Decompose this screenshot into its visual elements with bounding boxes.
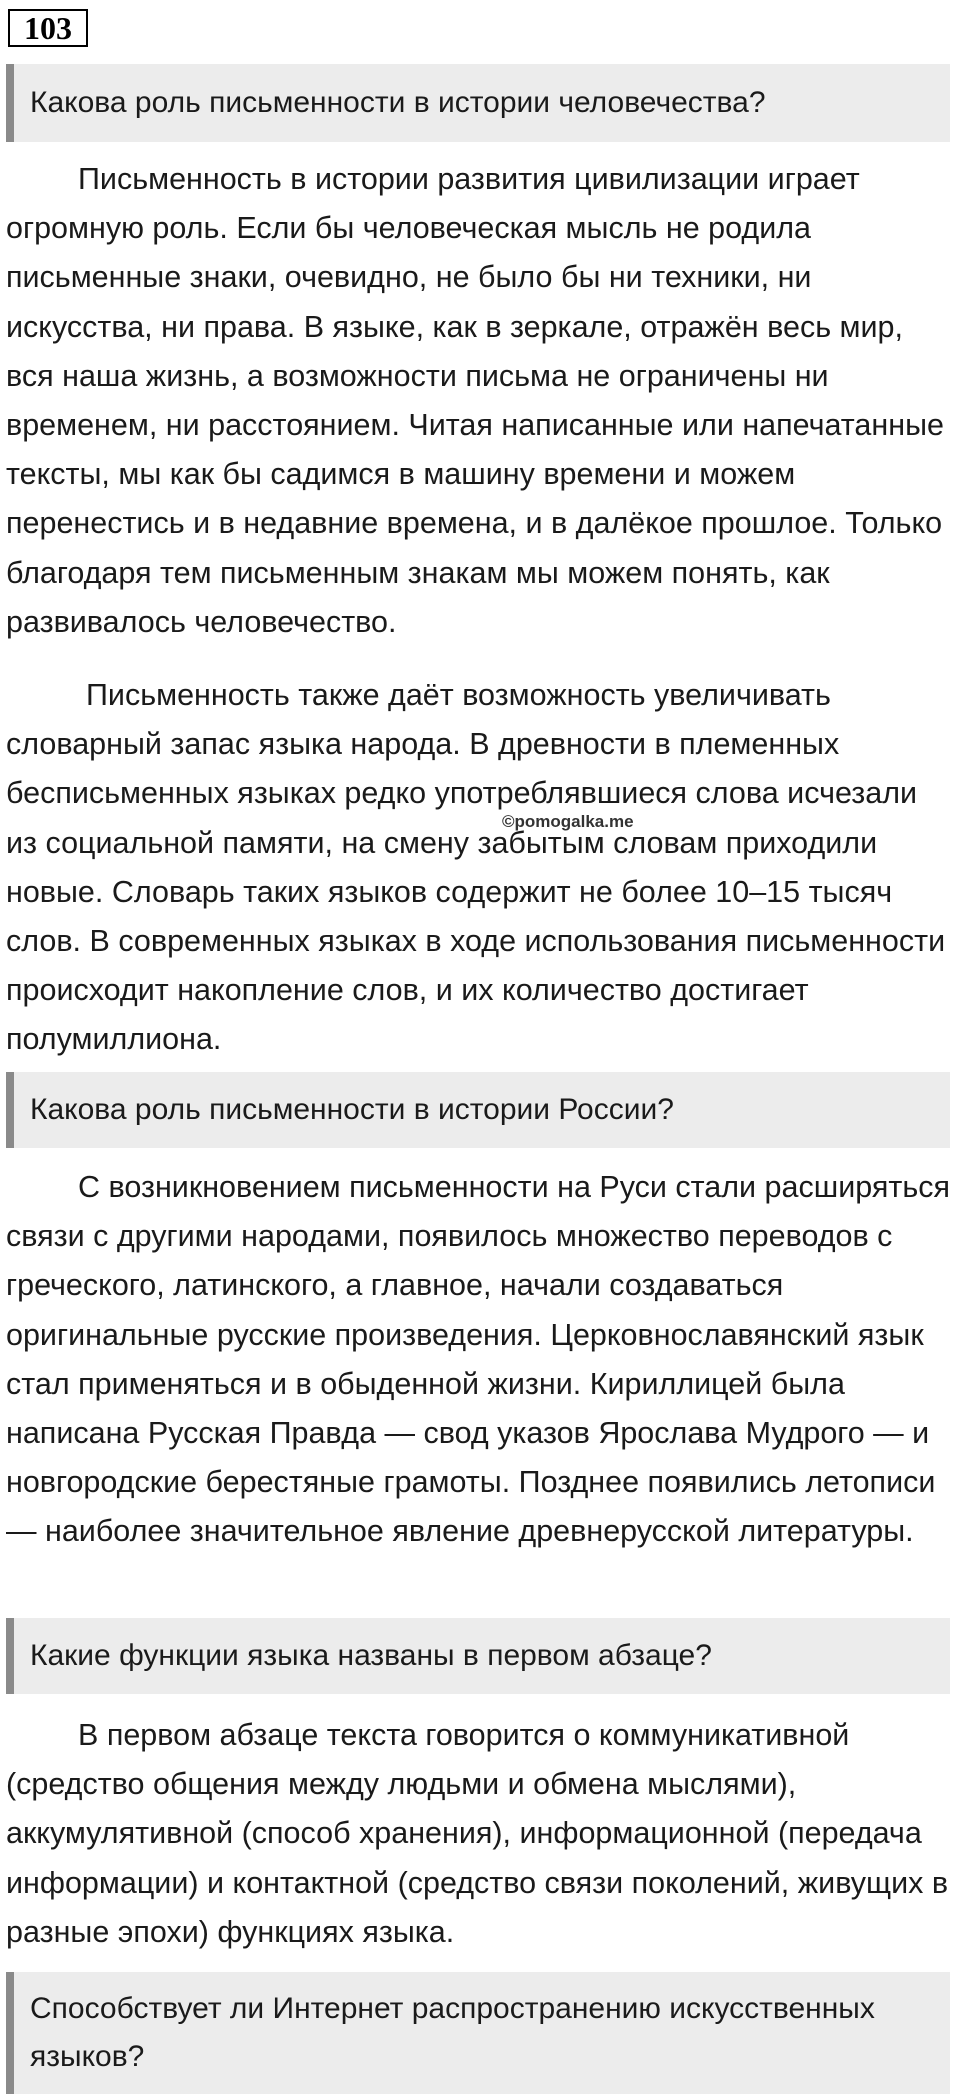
answer-2-paragraph-1: С возникновением письменности на Руси стали расширяться связи с другими народами, появилось множество переводов с греческого, латинского, а главное, начали создаваться оригинальные русские произведения. Церковнославянский язык стал применяться и в обыденной жизни. Кириллицей была написана Русская Правда — свод указов Ярослава Мудрого — и новгородские берестяные грамоты. Позднее появились летописи — наиболее значительное явление древнерусской литературы. bbox=[6, 1170, 950, 1549]
question-4: Способствует ли Интернет распространению искусственных языков? bbox=[6, 1972, 950, 2094]
answer-1-paragraph-1: Письменность в истории развития цивилизации играет огромную роль. Если бы человеческая мысль не родила письменные знаки, очевидно, не было бы ни техники, ни искусства, ни права. В языке, как в зеркале, отражён весь мир, вся наша жизнь, а возможности письма не ограничены ни временем, ни расстоянием. Читая написанные или напечатанные тексты, мы как бы садимся в машину времени и можем перенестись и в недавние времена, и в далёкое прошлое. Только благодаря тем письменным знакам мы можем понять, как развивалось человечество. bbox=[6, 162, 944, 639]
question-1: Какова роль письменности в истории человечества? bbox=[6, 64, 950, 142]
answer-3-paragraph-1: В первом абзаце текста говорится о коммуникативной (средство общения между людьми и обмена мыслями), аккумулятивной (способ хранения), информационной (передача информации) и контактной (средство связи поколений, живущих в разные эпохи) функциях языка. bbox=[6, 1718, 949, 1949]
task-number-badge: 103 bbox=[8, 9, 88, 47]
question-2: Какова роль письменности в истории России? bbox=[6, 1072, 950, 1148]
watermark-text: ©pomogalka.me bbox=[502, 812, 634, 831]
answer-1-paragraph-2: Письменность также даёт возможность увеличивать словарный запас языка народа. В древности в племенных бесписьменных языках редко употреблявшиеся слова исчезали из социальной памяти, на смену забытым словам приходили новые. Словарь таких языков содержит не более 10–15 тысяч слов. В современных языках в ходе использования письменности происходит накопление слов, и их количество достигает полумиллиона. bbox=[6, 678, 946, 1057]
question-3: Какие функции языка названы в первом абзаце? bbox=[6, 1618, 950, 1694]
